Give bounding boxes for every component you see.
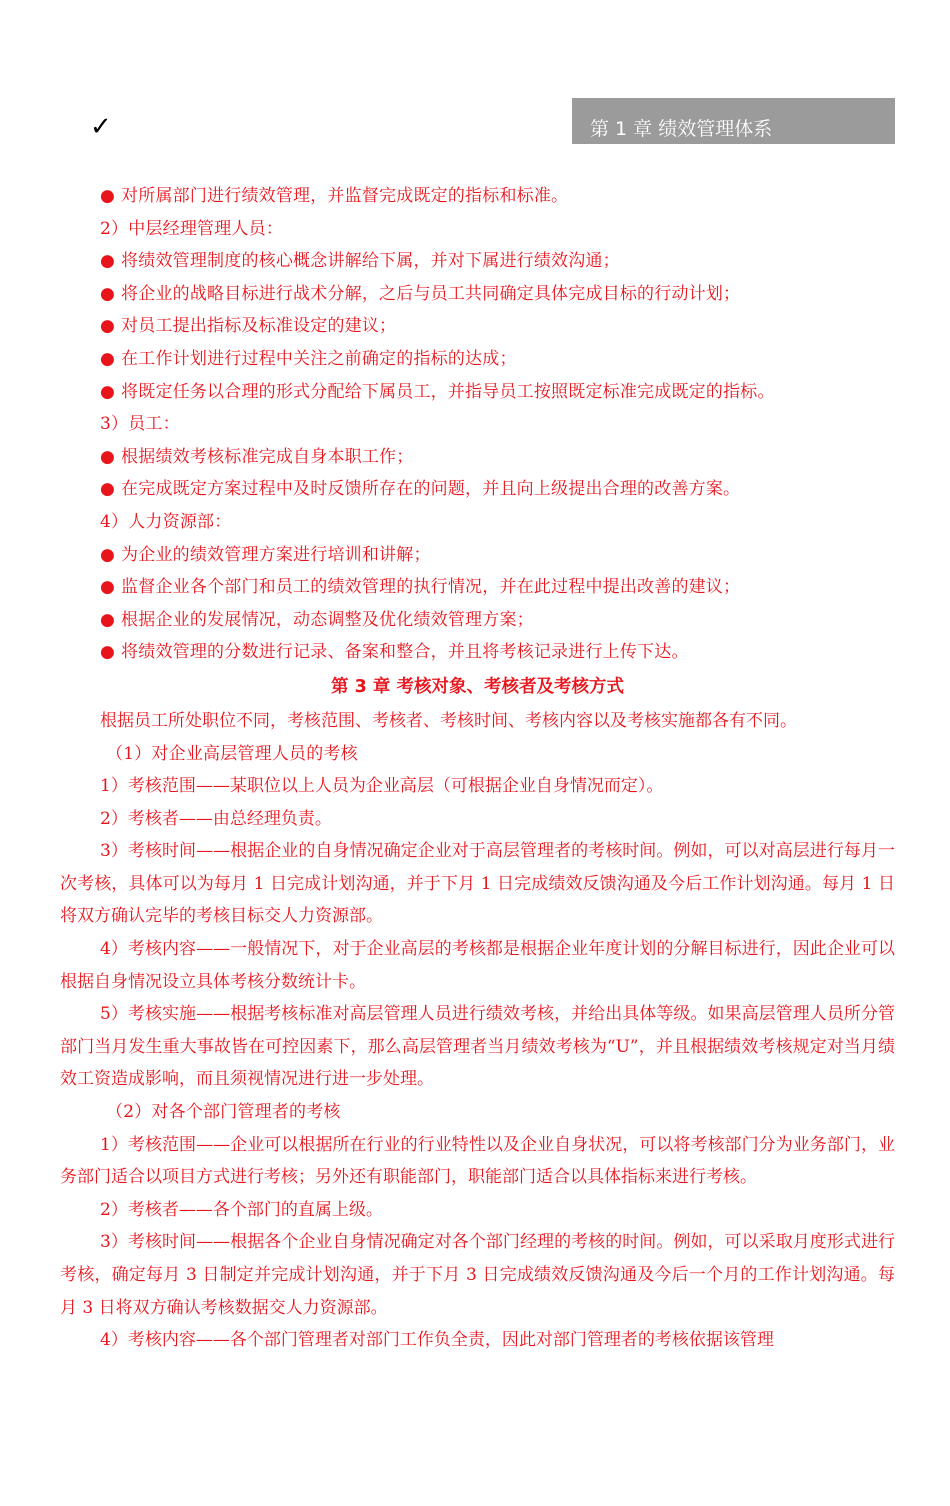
bullet-icon: ● <box>100 642 116 663</box>
bullet-icon: ● <box>100 544 116 565</box>
list-heading: 4）人力资源部： <box>100 511 232 532</box>
paragraph: 2）考核者——由总经理负责。 <box>100 808 332 829</box>
bullet-icon: ● <box>100 251 116 272</box>
list-item: ● 将绩效管理制度的核心概念讲解给下属，并对下属进行绩效沟通； <box>100 251 620 272</box>
subsection-heading: （1）对企业高层管理人员的考核 <box>106 743 358 764</box>
list-item: ● 将绩效管理的分数进行记录、备案和整合，并且将考核记录进行上传下达。 <box>100 642 689 663</box>
bullet-icon: ● <box>100 381 116 402</box>
list-item: ● 根据绩效考核标准完成自身本职工作； <box>100 446 414 467</box>
list-item: ● 在工作计划进行过程中关注之前确定的指标的达成； <box>100 348 517 369</box>
bullet-icon: ● <box>100 446 116 467</box>
paragraph: 3）考核时间——根据企业的自身情况确定企业对于高层管理者的考核时间。例如，可以对高层进行每月一次考核，具体可以为每月 1 日完成计划沟通，并于下月 1 日完成绩效反馈沟通及今后工作计划沟通。每月 1 日将双方确认完毕的考核目标交人力资源部。 <box>60 841 895 927</box>
list-item: ● 在完成既定方案过程中及时反馈所存在的问题，并且向上级提出合理的改善方案。 <box>100 479 741 500</box>
page-content <box>60 180 895 1357</box>
bullet-icon: ● <box>100 283 116 304</box>
check-mark: ✓ <box>90 112 112 142</box>
paragraph: 5）考核实施——根据考核标准对高层管理人员进行绩效考核，并给出具体等级。如果高层管理人员所分管部门当月发生重大事故皆在可控因素下，那么高层管理者当月绩效考核为“U”，并且根据绩效考核规定对当月绩效工资造成影响，而且须视情况进行进一步处理。 <box>60 1004 895 1090</box>
bullet-icon: ● <box>100 316 116 337</box>
bullet-icon: ● <box>100 479 116 500</box>
paragraph: 3）考核时间——根据各个企业自身情况确定对各个部门经理的考核的时间。例如，可以采取月度形式进行考核，确定每月 3 日制定并完成计划沟通，并于下月 3 日完成绩效反馈沟通及今后一个月的工作计划沟通。每月 3 日将双方确认考核数据交人力资源部。 <box>60 1232 895 1318</box>
list-item: ● 监督企业各个部门和员工的绩效管理的执行情况，并在此过程中提出改善的建议； <box>100 577 741 598</box>
list-item: ● 对所属部门进行绩效管理，并监督完成既定的指标和标准。 <box>100 186 569 206</box>
paragraph: 4）考核内容——各个部门管理者对部门工作负全责，因此对部门管理者的考核依据该管理 <box>100 1330 774 1351</box>
list-heading: 3）员工： <box>100 414 180 435</box>
list-item: ● 根据企业的发展情况，动态调整及优化绩效管理方案； <box>100 609 534 630</box>
chapter-header-bar <box>572 98 895 144</box>
list-item: ● 将企业的战略目标进行战术分解，之后与员工共同确定具体完成目标的行动计划； <box>100 283 741 304</box>
section-title: 第 3 章 考核对象、考核者及考核方式 <box>331 676 624 697</box>
list-item: ● 为企业的绩效管理方案进行培训和讲解； <box>100 544 431 565</box>
chapter-label: 第 1 章 绩效管理体系 <box>590 118 773 140</box>
paragraph: 1）考核范围——某职位以上人员为企业高层（可根据企业自身情况而定）。 <box>100 776 664 797</box>
bullet-icon: ● <box>100 609 116 630</box>
list-item: ● 对员工提出指标及标准设定的建议； <box>100 316 397 337</box>
list-item: ● 将既定任务以合理的形式分配给下属员工，并指导员工按照既定标准完成既定的指标。 <box>100 381 775 402</box>
list-heading: 2）中层经理管理人员： <box>100 218 284 239</box>
paragraph: 4）考核内容——一般情况下，对于企业高层的考核都是根据企业年度计划的分解目标进行，因此企业可以根据自身情况设立具体考核分数统计卡。 <box>60 939 895 992</box>
bullet-icon: ● <box>100 348 116 369</box>
paragraph: 根据员工所处职位不同，考核范围、考核者、考核时间、考核内容以及考核实施都各有不同。 <box>100 710 797 731</box>
paragraph: 2）考核者——各个部门的直属上级。 <box>100 1199 383 1220</box>
subsection-heading: （2）对各个部门管理者的考核 <box>106 1102 341 1123</box>
bullet-icon: ● <box>100 577 116 598</box>
paragraph: 1）考核范围——企业可以根据所在行业的行业特性以及企业自身状况，可以将考核部门分为业务部门，业务部门适合以项目方式进行考核；另外还有职能部门，职能部门适合以具体指标来进行考核。 <box>60 1134 895 1188</box>
bullet-icon: ● <box>100 186 116 206</box>
